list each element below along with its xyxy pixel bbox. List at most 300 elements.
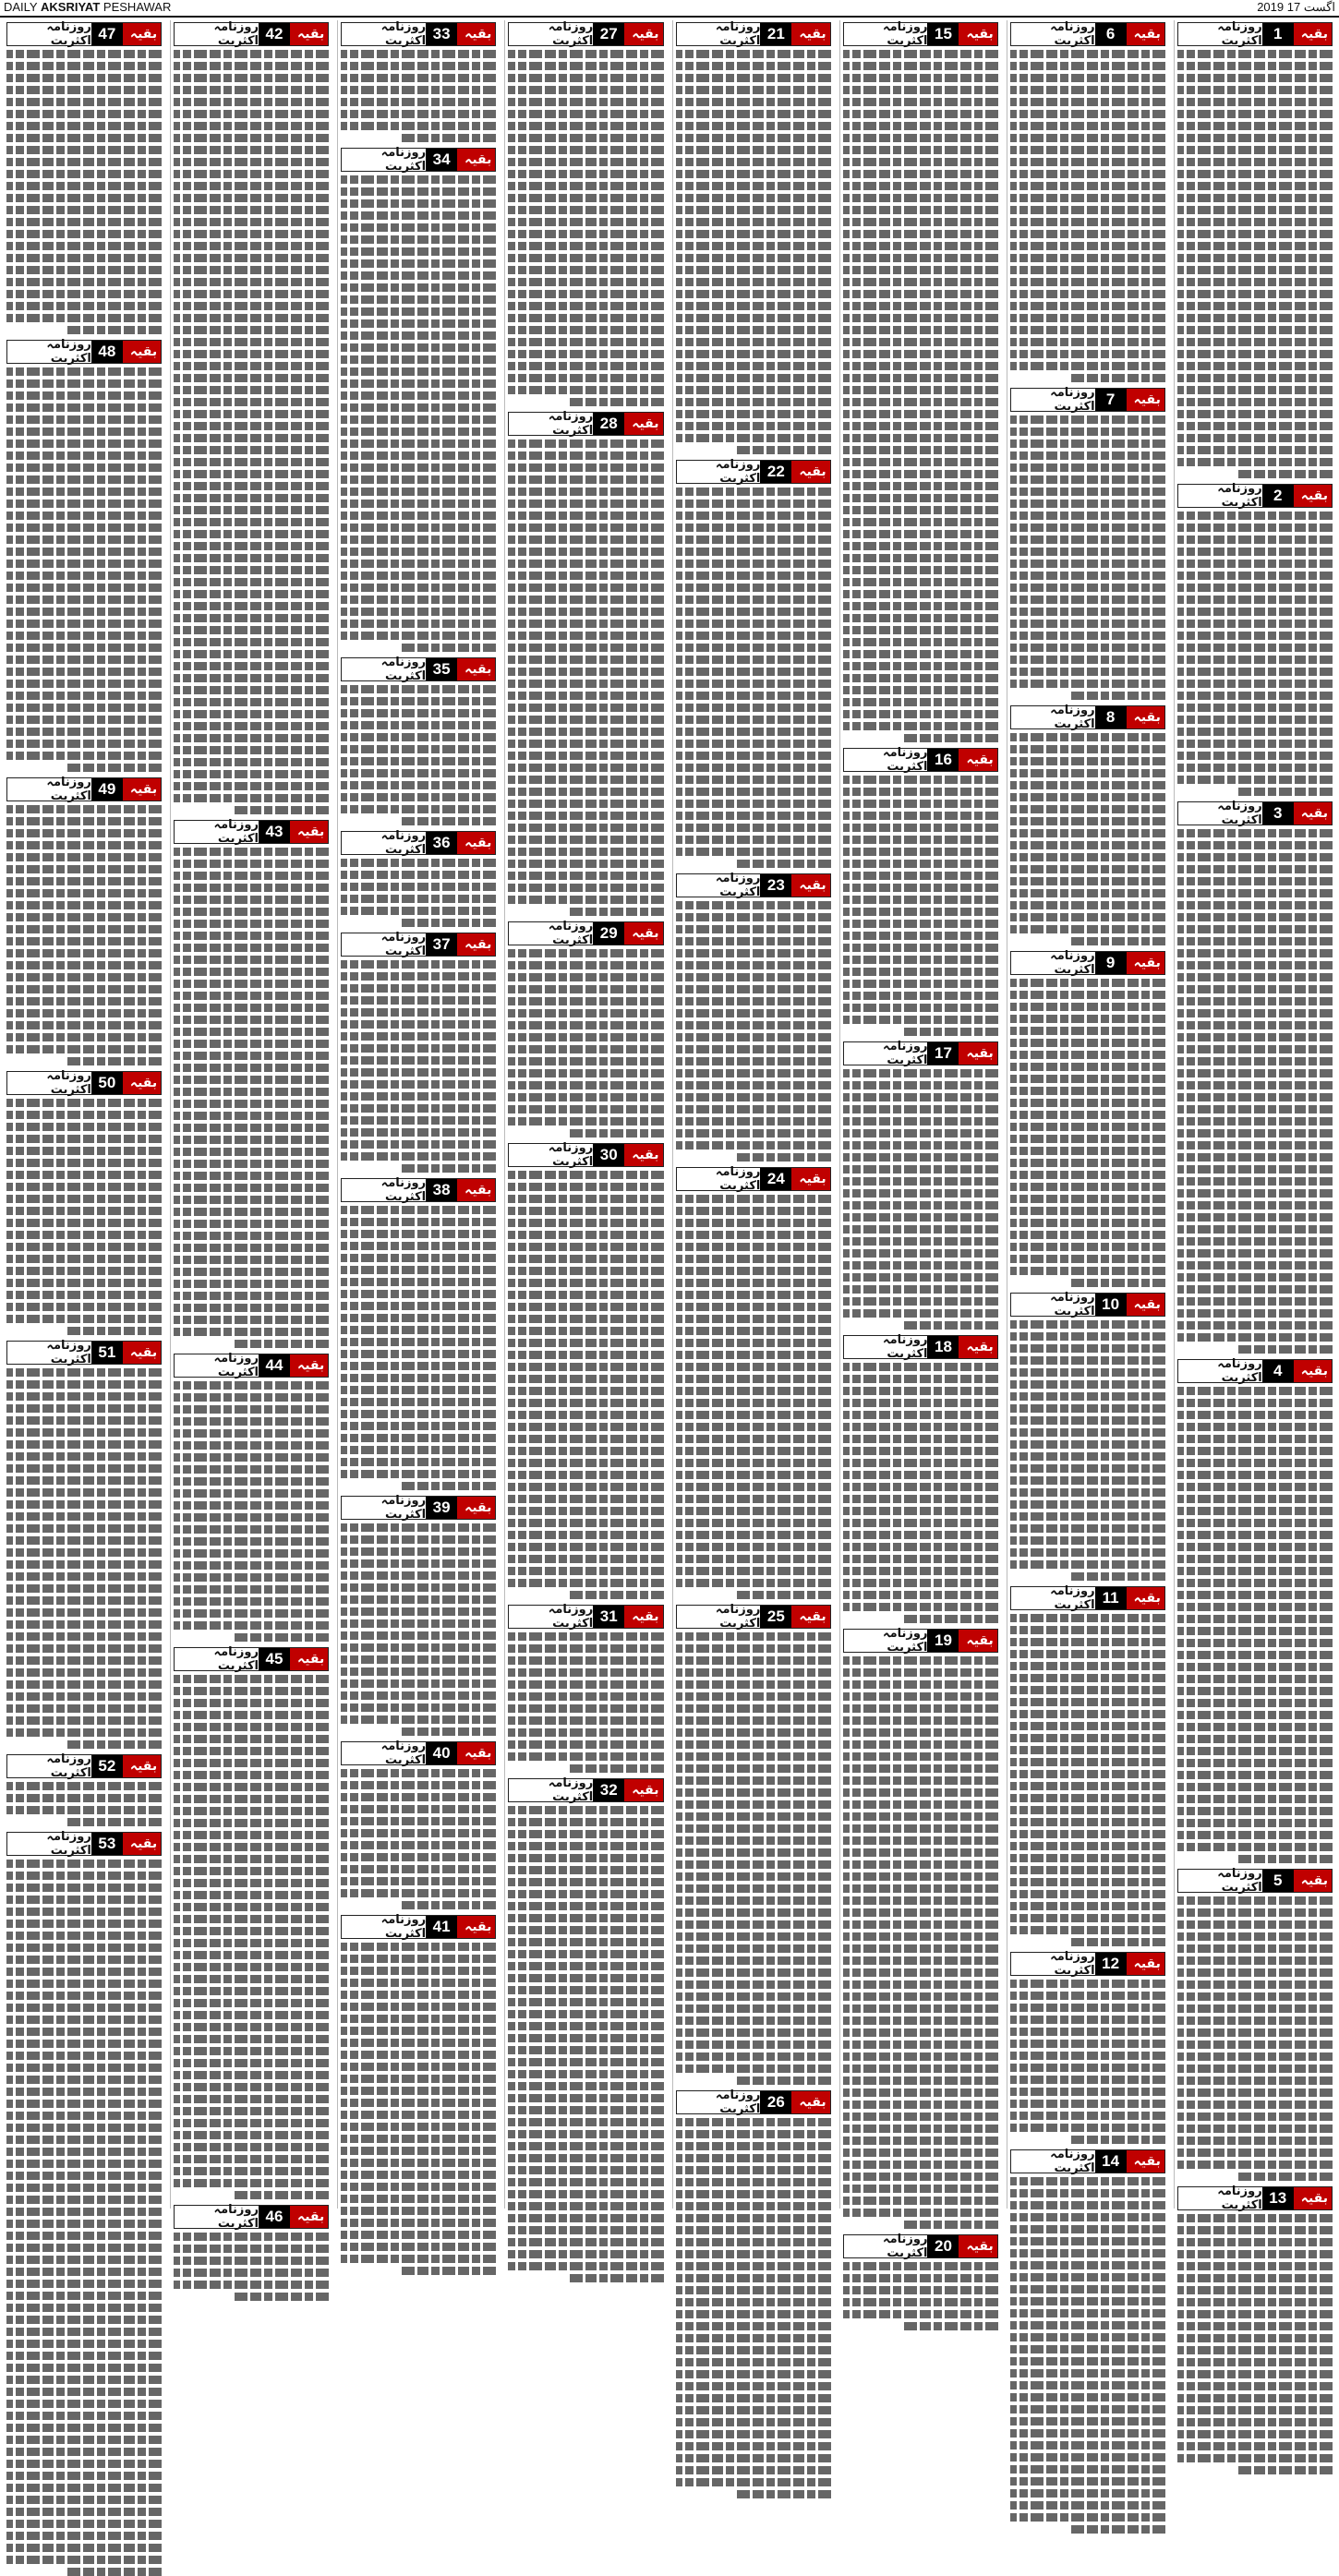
text-line (843, 686, 998, 694)
text-line (174, 350, 329, 358)
text-line (6, 2388, 162, 2396)
text-line (174, 434, 329, 442)
continuation-item (1010, 22, 1165, 382)
text-line (508, 1033, 663, 1041)
continued-word: بقیہ (129, 1076, 158, 1090)
continued-word: بقیہ (464, 1500, 492, 1515)
article-text (174, 848, 329, 1348)
continuation-item (508, 412, 663, 916)
text-line (676, 1105, 831, 1113)
text-line (508, 740, 663, 748)
text-line (6, 2364, 162, 2372)
text-line (508, 1926, 663, 1934)
text-line (843, 1189, 998, 1198)
text-line (66, 1740, 162, 1749)
continuation-header (1010, 1952, 1165, 1976)
text-line (1010, 1452, 1165, 1461)
text-line (1010, 2028, 1165, 2036)
text-line (843, 446, 998, 454)
text-line (174, 2047, 329, 2055)
text-line (341, 709, 496, 717)
article-text (341, 685, 496, 825)
text-line (1010, 1356, 1165, 1365)
text-line (174, 1328, 329, 1336)
source-label: روزنامہ اکثریت (1050, 1950, 1095, 1978)
text-line (508, 668, 663, 676)
continuation-item (1010, 705, 1165, 945)
text-line (6, 524, 162, 532)
text-line (1177, 1615, 1333, 1623)
continued-word: بقیہ (464, 27, 492, 42)
source-label: روزنامہ اکثریت (46, 1339, 91, 1366)
continuation-item (1010, 388, 1165, 700)
source-label: روزنامہ اکثریت (46, 1069, 91, 1097)
text-line (1010, 1087, 1165, 1095)
text-line (174, 1148, 329, 1156)
text-line (1010, 2501, 1165, 2510)
text-line (843, 2125, 998, 2133)
text-line (676, 2358, 831, 2366)
text-line (6, 841, 162, 849)
text-line (508, 949, 663, 957)
text-line (341, 1350, 496, 1358)
continuation-item (6, 1341, 162, 1749)
text-line (233, 1340, 329, 1348)
text-line (1010, 2441, 1165, 2450)
text-line (1010, 1794, 1165, 1802)
text-line (174, 1867, 329, 1875)
text-line (843, 110, 998, 118)
article-text (341, 1206, 496, 1490)
text-line (676, 1824, 831, 1833)
text-line (508, 488, 663, 496)
text-line (1010, 2064, 1165, 2072)
text-line (174, 134, 329, 142)
text-line (1010, 1195, 1165, 1203)
text-line (341, 2171, 496, 2179)
text-line (676, 704, 831, 712)
continued-word: بقیہ (464, 1183, 492, 1198)
text-line (676, 2346, 831, 2354)
text-line (676, 1195, 831, 1203)
text-line (508, 1093, 663, 1101)
continuation-item (508, 921, 663, 1138)
text-line (174, 944, 329, 952)
text-line (6, 2112, 162, 2120)
text-line (341, 1853, 496, 1861)
text-line (341, 2183, 496, 2191)
text-line (1010, 584, 1165, 592)
text-line (508, 290, 663, 298)
continued-word: بقیہ (464, 152, 492, 167)
text-line (508, 1081, 663, 1089)
text-line (676, 973, 831, 981)
continuation-item (6, 1832, 162, 2576)
text-line (676, 2202, 831, 2210)
text-line (1177, 620, 1333, 628)
text-line (508, 1243, 663, 1251)
text-line (508, 1842, 663, 1850)
text-line (1010, 805, 1165, 813)
text-line (1177, 1831, 1333, 1839)
text-line (6, 2520, 162, 2528)
text-line (676, 2442, 831, 2450)
text-line (1010, 74, 1165, 82)
text-line (174, 542, 329, 550)
source-label: روزنامہ اکثریت (548, 1603, 594, 1631)
text-line (174, 1819, 329, 1827)
text-line (676, 1692, 831, 1701)
text-line (1010, 1992, 1165, 2000)
text-line (174, 1429, 329, 1438)
text-line (843, 1225, 998, 1234)
text-line (341, 584, 496, 592)
text-line (174, 1441, 329, 1450)
text-line (6, 1392, 162, 1401)
text-line (508, 1375, 663, 1383)
continued-word: بقیہ (129, 344, 158, 359)
text-line (676, 1776, 831, 1785)
text-line (6, 1692, 162, 1701)
text-line (508, 146, 663, 154)
text-line (1010, 1902, 1165, 1910)
text-line (508, 2238, 663, 2246)
text-line (1177, 2226, 1333, 2234)
text-line (1010, 451, 1165, 460)
masthead-name: AKSRIYAT (41, 0, 101, 14)
text-line (174, 218, 329, 226)
text-line (508, 1656, 663, 1665)
text-line (1010, 1231, 1165, 1239)
text-line (1177, 1603, 1333, 1611)
text-line (843, 872, 998, 880)
text-line (1177, 1531, 1333, 1539)
text-line (508, 608, 663, 616)
text-line (508, 1854, 663, 1862)
text-line (843, 932, 998, 940)
text-line (1177, 2016, 1333, 2025)
article-text (1177, 1387, 1333, 1863)
text-line (676, 2130, 831, 2138)
text-line (1010, 182, 1165, 190)
text-line (676, 1555, 831, 1563)
text-line (843, 146, 998, 154)
text-line (676, 326, 831, 334)
text-line (6, 1980, 162, 1988)
text-line (508, 848, 663, 856)
text-line (6, 2124, 162, 2132)
text-line (1177, 254, 1333, 262)
text-line (174, 872, 329, 880)
text-line (508, 2226, 663, 2234)
text-line (676, 1207, 831, 1215)
article-text (1010, 1320, 1165, 1581)
text-line (6, 1416, 162, 1425)
text-line (843, 1423, 998, 1431)
text-line (174, 956, 329, 964)
text-line (676, 1764, 831, 1773)
continued-word: بقیہ (129, 782, 158, 797)
article-text (1010, 2177, 1165, 2534)
continuation-number: 7 (1095, 389, 1127, 411)
text-line (6, 817, 162, 825)
text-line (508, 302, 663, 310)
text-line (1177, 1908, 1333, 1917)
text-line (843, 1764, 998, 1773)
text-line (1010, 1488, 1165, 1497)
text-line (174, 2011, 329, 2019)
text-line (6, 2088, 162, 2096)
text-line (1177, 1189, 1333, 1198)
text-line (676, 1093, 831, 1101)
text-line (174, 230, 329, 238)
text-line (676, 1411, 831, 1419)
text-line (676, 512, 831, 520)
text-line (843, 1297, 998, 1306)
source-label: روزنامہ اکثریت (883, 2233, 928, 2260)
text-line (1010, 122, 1165, 130)
source-label: روزنامہ اکثریت (883, 746, 928, 774)
text-line (508, 1818, 663, 1826)
text-line (341, 451, 496, 460)
continued-badge (1127, 2150, 1164, 2173)
text-line (1177, 1459, 1333, 1467)
text-line (676, 1920, 831, 1929)
text-line (341, 1979, 496, 1987)
text-line (174, 1292, 329, 1300)
text-line (508, 242, 663, 250)
text-line (1177, 1471, 1333, 1479)
continuation-header (843, 1335, 998, 1359)
text-line (843, 2262, 998, 2270)
text-line (843, 650, 998, 658)
text-line (341, 2147, 496, 2155)
text-line (1177, 2125, 1333, 2133)
text-line (174, 1585, 329, 1594)
text-line (508, 1938, 663, 1946)
text-line (233, 1633, 329, 1642)
text-line (400, 1164, 496, 1173)
text-line (6, 2028, 162, 2036)
text-line (1010, 536, 1165, 544)
source-label: روزنامہ اکثریت (380, 1913, 427, 1941)
text-line (508, 2022, 663, 2030)
text-line (6, 512, 162, 520)
text-line (1010, 2004, 1165, 2012)
text-line (174, 518, 329, 526)
text-line (676, 1279, 831, 1287)
text-line (843, 410, 998, 418)
text-line (843, 674, 998, 682)
text-line (676, 949, 831, 957)
text-line (508, 314, 663, 322)
text-line (341, 769, 496, 777)
text-line (6, 680, 162, 688)
text-line (341, 1643, 496, 1652)
text-line (1010, 1914, 1165, 1922)
text-line (174, 62, 329, 70)
text-line (1010, 865, 1165, 873)
text-line (676, 2166, 831, 2174)
text-line (6, 1123, 162, 1131)
text-line (1010, 1524, 1165, 1533)
text-line (843, 386, 998, 394)
text-line (1010, 1650, 1165, 1658)
text-line (1010, 266, 1165, 274)
text-line (341, 793, 496, 801)
text-line (676, 218, 831, 226)
text-line (1010, 793, 1165, 801)
text-line (676, 536, 831, 544)
text-line (843, 896, 998, 904)
text-line (400, 817, 496, 825)
continuation-item (1177, 1869, 1333, 2181)
text-line (1177, 458, 1333, 466)
text-line (843, 1812, 998, 1821)
continuation-item (174, 820, 329, 1348)
text-line (1236, 470, 1333, 478)
text-line (508, 800, 663, 808)
text-line (6, 2544, 162, 2552)
text-line (508, 1680, 663, 1689)
text-line (6, 1860, 162, 1868)
source-label: روزنامہ اکثریت (548, 920, 594, 947)
text-line (676, 812, 831, 820)
text-line (676, 1812, 831, 1821)
text-line (341, 62, 496, 70)
text-line (1177, 374, 1333, 382)
text-line (843, 1507, 998, 1515)
text-line (6, 2184, 162, 2192)
continuation-number: 1 (1262, 23, 1294, 45)
text-line (1010, 991, 1165, 999)
text-line (843, 1555, 998, 1563)
text-line (6, 62, 162, 70)
text-line (843, 848, 998, 856)
text-line (1010, 2040, 1165, 2048)
text-line (174, 794, 329, 802)
continued-badge (959, 1336, 996, 1358)
text-line (6, 805, 162, 813)
text-line (6, 2436, 162, 2444)
text-line (508, 1447, 663, 1455)
text-line (676, 410, 831, 418)
text-line (508, 1315, 663, 1323)
text-line (1236, 1855, 1333, 1863)
text-line (508, 2202, 663, 2210)
text-line (1177, 1579, 1333, 1587)
continuation-number: 20 (927, 2235, 959, 2257)
text-line (341, 524, 496, 532)
text-line (1177, 2064, 1333, 2073)
text-line (676, 134, 831, 142)
text-line (1177, 350, 1333, 358)
text-line (676, 1644, 831, 1653)
text-line (1177, 560, 1333, 568)
continued-badge (959, 1630, 996, 1652)
text-line (1177, 572, 1333, 580)
text-line (508, 2154, 663, 2162)
text-line (6, 752, 162, 760)
text-line (1177, 2040, 1333, 2049)
text-line (843, 122, 998, 130)
text-line (1236, 2173, 1333, 2181)
text-line (676, 1704, 831, 1713)
continuation-item (676, 22, 831, 454)
continued-badge (290, 1354, 328, 1377)
text-line (1010, 1734, 1165, 1742)
text-line (174, 2245, 329, 2253)
text-line (843, 242, 998, 250)
continuation-header (1177, 22, 1333, 46)
text-line (341, 560, 496, 568)
text-line (734, 1591, 830, 1599)
text-line (174, 398, 329, 406)
text-line (6, 1428, 162, 1437)
text-line (1010, 1123, 1165, 1131)
text-line (6, 2160, 162, 2168)
text-line (174, 1915, 329, 1923)
text-line (6, 1255, 162, 1263)
text-line (6, 644, 162, 652)
text-line (508, 2118, 663, 2126)
text-line (1069, 1938, 1165, 1946)
text-line (843, 1447, 998, 1455)
text-line (1177, 1309, 1333, 1318)
text-line (1010, 2124, 1165, 2132)
continued-word: بقیہ (1300, 2191, 1328, 2206)
text-line (1010, 1980, 1165, 1988)
text-line (508, 1459, 663, 1467)
text-line (1010, 1332, 1165, 1341)
text-line (400, 919, 496, 927)
text-line (1177, 1543, 1333, 1551)
text-line (174, 86, 329, 94)
text-line (1177, 1321, 1333, 1330)
text-line (6, 50, 162, 58)
text-line (508, 2130, 663, 2138)
text-line (174, 422, 329, 430)
text-line (1177, 2454, 1333, 2462)
text-line (174, 1675, 329, 1683)
continuation-item (1177, 484, 1333, 796)
continuation-item (174, 1647, 329, 2199)
source-label: روزنامہ اکثریت (213, 2203, 259, 2231)
text-line (66, 2568, 162, 2576)
text-line (1177, 326, 1333, 334)
text-line (843, 2113, 998, 2121)
text-line (66, 764, 162, 772)
text-line (6, 1171, 162, 1179)
text-line (341, 2051, 496, 2059)
text-line (676, 1375, 831, 1383)
text-line (1010, 86, 1165, 94)
text-line (1010, 757, 1165, 765)
continuation-header (508, 1778, 663, 1802)
text-line (676, 74, 831, 82)
text-line (676, 560, 831, 568)
text-line (843, 290, 998, 298)
text-line (6, 877, 162, 885)
text-line (6, 1315, 162, 1323)
text-line (341, 1254, 496, 1262)
text-line (1010, 1075, 1165, 1083)
text-line (6, 2316, 162, 2324)
text-line (6, 1536, 162, 1545)
continued-badge (123, 1833, 161, 1855)
article-text (676, 2118, 831, 2498)
text-line (508, 1914, 663, 1922)
